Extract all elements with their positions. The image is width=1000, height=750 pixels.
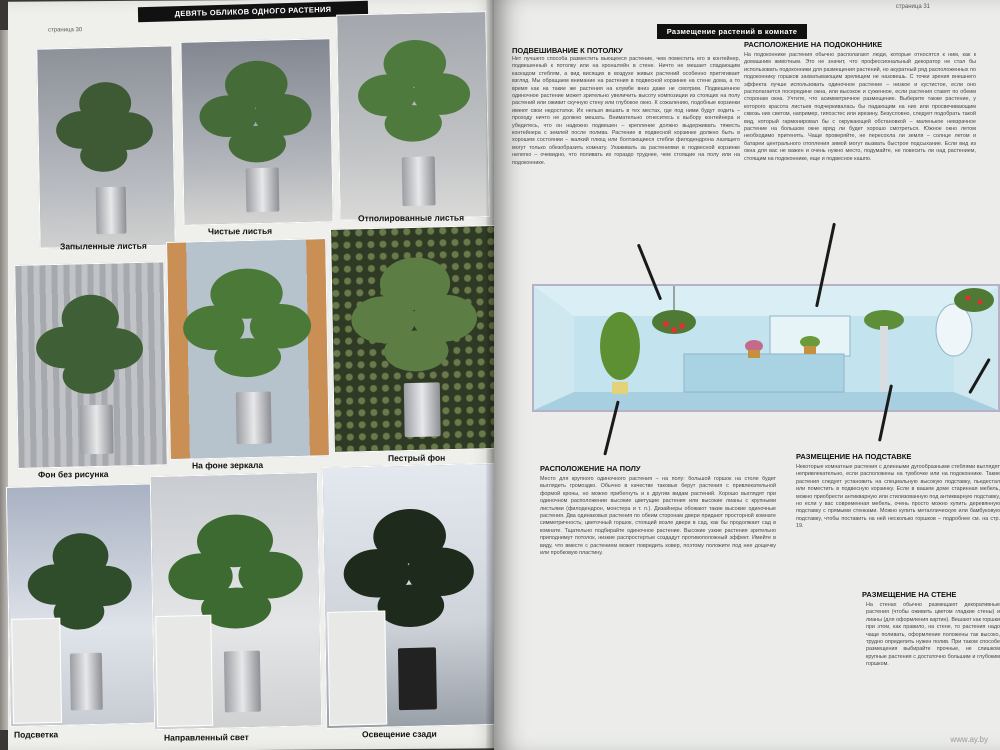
photo-caption: Подсветка xyxy=(14,729,59,740)
plant-pot xyxy=(246,168,279,212)
photo-caption: Освещение сзади xyxy=(362,728,437,740)
plant-pot xyxy=(224,651,262,712)
section-text-windowsill: На подоконнике растения обычно располагают люди, которые относятся к ним, как к домашним животным. Это не значит, что профессиональный декоратор не стал бы использовать подоконники для размещения растений, но акуратный ряд расположенных по подоконнику горшков захватывающим зрелищем не назовешь. С точки зрения внешнего эффекта лучше использовать одиночное растение – низкое и кустистое, если оно располагается посередине окна, или высокое и суженное, если растения ставят по обеим сторонам окна. Учтите, что асимметричное размещение. Выберите также растение, у которого красота листьев подчеркивалась бы падающим на них или просвечивающим сквозь них светом, например, гипоэстес или ирезину. Безусловно, следует подобрать такой вид, который гармонировал бы с окружающей обстановкой – маленькое невзрачное растение на большом окне вряд ли будет хорошо смотреться. Южное окно летом необходимо притенять. Чаще проверяйте, не пересохла ли земля – солнце летом и батареи центрального отопления зимой могут вызвать быстрое подсыхание. Если вид из окна для вас не важен и очень нужно место, подумайте, не повесить ли над растением, стоящим на подоконнике, еще и подвесное кашпо. xyxy=(744,52,976,162)
plant-illustration xyxy=(341,237,490,400)
section-heading-wall: РАЗМЕЩЕНИЕ НА СТЕНЕ xyxy=(862,590,957,599)
plant-pot xyxy=(403,383,440,437)
section-text-floor: Место для крупного одиночного растения – на полу: большой горшок на столе будет выглядеть громоздко. Обычно в качестве таковых берут растения с привлекательной формой кроны, но можно прибегнуть и к другим видам растений. Хорошо выглядят при одиночном расположении высокие цветущие растения или высокие лианы с крупными листьями (филодендрон, монстера и т. п.). Дизайнеры обожают такие высокие одиночные растения. Два одинаковых растения по обеим сторонам двери придают просторной комнате симметричность; цветочный горшок, стоящий возле двери в сад, как бы продолжает сад в комнате. Тщательно подбирайте одиночное растение. Высокие узкие растения зрительно приподнимут потолок, низкие распростертые создадут противоположный эффект. Имейте в виду, что вместе с растением может повредить ковер, поэтому положите под нее дощечку или пробковую пластину. xyxy=(540,476,776,557)
photo-caption: Чистые листья xyxy=(208,225,273,237)
page-number-right: страница 31 xyxy=(895,4,930,10)
left-page xyxy=(8,0,502,750)
section-heading-floor: РАСПОЛОЖЕНИЕ НА ПОЛУ xyxy=(540,464,641,473)
plant-illustration xyxy=(346,23,479,173)
photo-caption: Отполированные листья xyxy=(358,212,465,224)
photo-backlight xyxy=(6,483,156,727)
room-illustration xyxy=(532,284,1000,412)
inset-photo xyxy=(11,618,62,724)
photo-caption: Направленный свет xyxy=(164,732,249,743)
plant-pot xyxy=(70,652,103,710)
section-heading-windowsill: РАСПОЛОЖЕНИЕ НА ПОДОКОННИКЕ xyxy=(744,40,883,49)
photo-polished-leaves xyxy=(336,11,490,221)
plant-pot xyxy=(236,392,272,445)
section-text-wall: На стенах обычно размещают декоративные растения (чтобы оживить цветом гладкие стены) и лианы (для оформления картин). Вешают как горшки при этом, как правило, на стене, то растения надо чаще поливать, оформление положены так высоко, трудно определить нужен полив. При таком способе размещения выбирайте прочные, не слишком крупные растения с достаточно большим и глубоким горшком. xyxy=(866,602,1000,668)
photo-plain-background xyxy=(14,261,168,469)
watermark: www.ay.by xyxy=(950,735,988,744)
photo-back-lighting xyxy=(322,463,501,729)
photo-caption: Запыленные листья xyxy=(60,240,147,252)
photo-mirror-background xyxy=(166,238,330,460)
photo-caption: На фоне зеркала xyxy=(192,459,264,471)
page-number-left: страница 30 xyxy=(48,27,83,34)
plant-pot xyxy=(402,156,435,206)
plant-pot xyxy=(398,647,437,710)
photo-caption: Фон без рисунка xyxy=(38,469,109,480)
left-page-banner: ДЕВЯТЬ ОБЛИКОВ ОДНОГО РАСТЕНИЯ xyxy=(138,1,368,22)
section-text-stand: Некоторые комнатные растения с длинными дугообразными стеблями выглядят непривлекательно, если расположены на тумбочке или на подоконнике. Такие растения следует установить на специальную высокую подставку, пьедестал или поместить в подвесную корзинку. Если в вашем доме старинная мебель, можно приобрести антикварную или стилизованную под антикварную подставку, но если у вас современная мебель, очень просто можно купить деревянную подставку с прямыми стенками. Можно купить металлическую или бамбуковую подставку, чтобы поставить на ней несколько горшков – подробнее см. на стр. 19. xyxy=(796,464,1000,530)
room-drawing xyxy=(534,286,998,410)
hanging-basket-plant xyxy=(652,310,696,334)
photo-patterned-background xyxy=(330,225,502,453)
photo-directional-light xyxy=(150,472,322,730)
section-text-ceiling: Нет лучшего способа разместить вьющееся растение, чем поместить его в контейнер, подвешенный к потолку или на кронштейн в стене. Ничто не мешает спадающим каскадом стеблям, а вид висящих в воздухе живых растений особенно притягивает взгляд. Мы обращаем внимание на растения в подвесной корзинке на стене дома, а то время как на такие же растения на клумбе вниз даже не смотрим. Подвешенное одиночное растение может зрительно увеличить высоту композиции из стоящих на полу растений или оживит скучную стену или глубокое окно. К сожалению, подобные корзинки имеют свои недостатки. Их нельзя вешать в тех местах, где под ними будут ходить – проходу ничто не должно мешать. Внимательно отнеситесь к выбору контейнера и убедитесь, что он надежно подвешен – крепление должно выдерживать тяжесть контейнера с землей после полива. Растение в подвесной корзинке должно быть в хорошем состоянии – жалкий плющ или болтающиеся стебли филодендрона лазящего могут только обезобразить комнату. Ухаживать за растениями в подвесной корзинке нелегко – очевидно, что поливать их гораздо труднее, чем стоящие на полу или на подоконнике. xyxy=(512,56,740,166)
wall-plant xyxy=(954,288,994,312)
photo-clean-leaves xyxy=(180,38,333,226)
plant-illustration xyxy=(177,250,319,409)
plant-pot xyxy=(80,405,113,454)
plant-illustration xyxy=(45,57,165,202)
section-heading-stand: РАЗМЕЩЕНИЕ НА ПОДСТАВКЕ xyxy=(796,452,912,461)
plant-pot xyxy=(96,186,126,234)
inset-photo xyxy=(155,615,213,727)
plant-illustration xyxy=(24,273,157,422)
plant-illustration xyxy=(190,49,323,183)
inset-photo xyxy=(327,610,387,726)
right-page-banner: Размещение растений в комнате xyxy=(657,24,807,39)
photo-caption: Пестрый фон xyxy=(388,452,446,464)
photo-dusty-leaves xyxy=(36,45,175,248)
section-heading-ceiling: ПОДВЕШИВАНИЕ К ПОТОЛКУ xyxy=(512,46,623,55)
